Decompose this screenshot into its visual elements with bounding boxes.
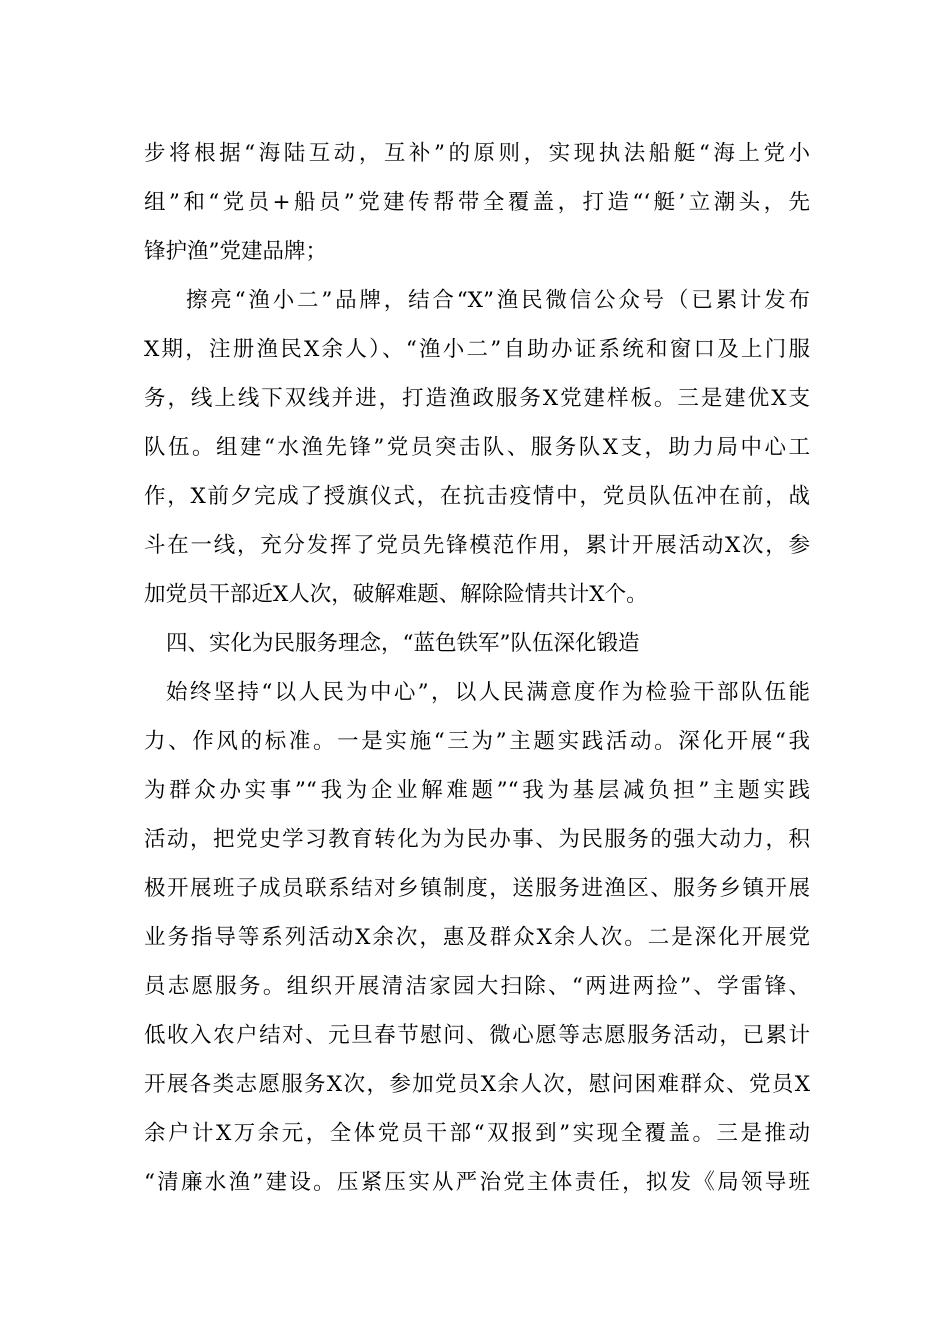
text-line-7: 队伍。组建“水渔先锋”党员突击队、服务队X支，助力局中心工 [144, 435, 810, 460]
text-line-18: 员志愿服务。组织开展清洁家园大扫除、“两进两捡”、学雷锋、 [144, 974, 810, 999]
text-line-14: 为群众办实事”“我为企业解难题”“我为基层减负担”主题实践 [144, 778, 810, 803]
text-line-10: 加党员干部近X人次，破解难题、解除险情共计X个。 [144, 582, 648, 607]
text-line-16: 极开展班子成员联系结对乡镇制度，送服务进渔区、服务乡镇开展 [144, 876, 810, 901]
text-line-22: “清廉水渔”建设。压紧压实从严治党主体责任，拟发《局领导班 [144, 1170, 810, 1195]
text-line-8: 作，X前夕完成了授旗仪式，在抗击疫情中，党员队伍冲在前，战 [144, 484, 810, 509]
text-line-3: 锋护渔”党建品牌； [144, 239, 327, 264]
text-line-13: 力、作风的标准。一是实施“三为”主题实践活动。深化开展“我 [144, 729, 810, 754]
text-line-1: 步将根据“海陆互动，互补”的原则，实现执法船艇“海上党小 [144, 141, 810, 166]
text-line-21: 余户计X万余元，全体党员干部“双报到”实现全覆盖。三是推动 [144, 1121, 810, 1146]
text-line-12: 始终坚持“以人民为中心”，以人民满意度作为检验干部队伍能 [166, 680, 810, 705]
text-line-17: 业务指导等系列活动X余次，惠及群众X余人次。二是深化开展党 [144, 925, 810, 950]
text-line-15: 活动，把党史学习教育转化为为民办事、为民服务的强大动力，积 [144, 827, 810, 852]
text-line-20: 开展各类志愿服务X次，参加党员X余人次，慰问困难群众、党员X [144, 1072, 810, 1097]
section-heading: 四、实化为民服务理念，“蓝色铁军”队伍深化锻造 [166, 631, 640, 656]
text-line-6: 务，线上线下双线并进，打造渔政服务X党建样板。三是建优X支 [144, 386, 810, 411]
text-line-4: 擦亮“渔小二”品牌，结合“X”渔民微信公众号（已累计发布 [186, 288, 810, 313]
text-line-5: X期，注册渔民X余人）、“渔小二”自助办证系统和窗口及上门服 [144, 337, 810, 362]
text-line-9: 斗在一线，充分发挥了党员先锋模范作用，累计开展活动X次，参 [144, 533, 810, 558]
text-line-2: 组”和“党员+船员”党建传帮带全覆盖，打造“‘艇’立潮头，先 [144, 190, 810, 215]
text-line-19: 低收入农户结对、元旦春节慰问、微心愿等志愿服务活动，已累计 [144, 1023, 810, 1048]
